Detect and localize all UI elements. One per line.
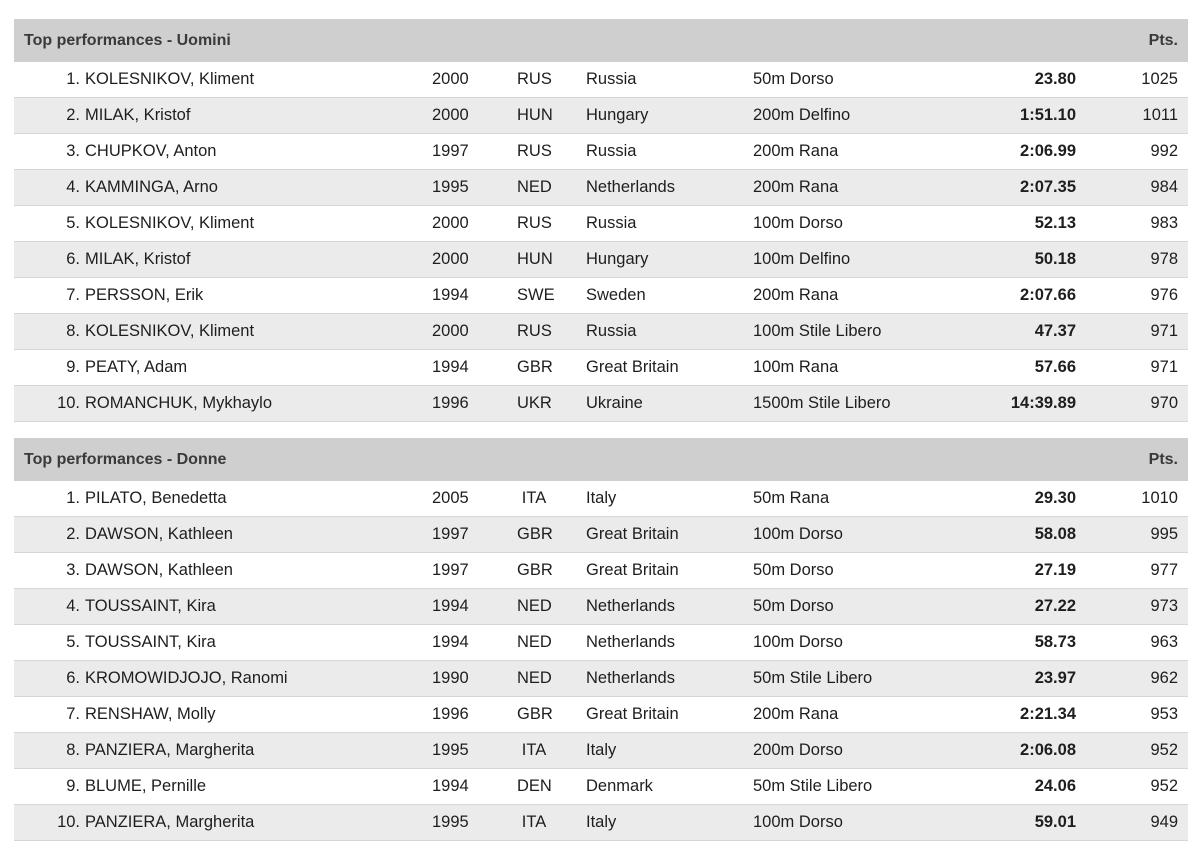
event-cell: 100m Dorso (753, 633, 843, 651)
points-cell: 976 (1150, 286, 1178, 304)
birth-year-cell: 1997 (432, 525, 469, 543)
nation-code-cell: NED (517, 597, 552, 615)
points-cell: 983 (1150, 214, 1178, 232)
birth-year-cell: 1996 (432, 705, 469, 723)
birth-year-cell: 2005 (432, 489, 469, 507)
table-row (14, 625, 1188, 661)
birth-year-cell: 1994 (432, 597, 469, 615)
rank-cell: 1. (66, 70, 80, 88)
table-row (14, 517, 1188, 553)
rank-cell: 6. (66, 669, 80, 687)
event-cell: 200m Rana (753, 142, 839, 160)
birth-year-cell: 1995 (432, 813, 469, 831)
athlete-name-cell: ROMANCHUK, Mykhaylo (85, 394, 273, 412)
points-cell: 977 (1150, 561, 1178, 579)
athlete-name-cell: PANZIERA, Margherita (85, 813, 255, 831)
event-cell: 50m Dorso (753, 70, 834, 88)
country-cell: Ukraine (586, 394, 643, 412)
time-cell: 27.19 (1034, 561, 1076, 579)
points-cell: 992 (1150, 142, 1178, 160)
rank-cell: 10. (57, 394, 80, 412)
table-body (14, 62, 1188, 422)
points-cell: 973 (1150, 597, 1178, 615)
rank-cell: 10. (57, 813, 80, 831)
rank-cell: 3. (66, 561, 80, 579)
event-cell: 50m Dorso (753, 597, 834, 615)
athlete-name-cell: RENSHAW, Molly (85, 705, 216, 723)
athlete-name-cell: KAMMINGA, Arno (85, 178, 218, 196)
athlete-name-cell: KOLESNIKOV, Kliment (85, 322, 255, 340)
nation-code-cell: NED (517, 633, 552, 651)
time-cell: 59.01 (1034, 813, 1076, 831)
birth-year-cell: 2000 (432, 106, 469, 124)
event-cell: 100m Dorso (753, 214, 843, 232)
event-cell: 100m Dorso (753, 813, 843, 831)
points-cell: 953 (1150, 705, 1178, 723)
table-row (14, 206, 1188, 242)
time-cell: 14:39.89 (1010, 394, 1076, 412)
event-cell: 200m Dorso (753, 741, 843, 759)
country-cell: Netherlands (586, 597, 675, 615)
time-cell: 47.37 (1034, 322, 1076, 340)
country-cell: Italy (586, 489, 617, 507)
section-header (14, 438, 1188, 481)
time-cell: 2:07.66 (1020, 286, 1076, 304)
table-row (14, 733, 1188, 769)
event-cell: 200m Delfino (753, 106, 851, 124)
rank-cell: 8. (66, 322, 80, 340)
country-cell: Hungary (586, 106, 649, 124)
points-cell: 962 (1150, 669, 1178, 687)
rank-cell: 2. (66, 525, 80, 543)
nation-code-cell: NED (517, 178, 552, 196)
event-cell: 100m Stile Libero (753, 322, 882, 340)
nation-code-cell: RUS (517, 142, 552, 160)
birth-year-cell: 1995 (432, 741, 469, 759)
birth-year-cell: 1994 (432, 777, 469, 795)
country-cell: Great Britain (586, 705, 679, 723)
time-cell: 2:06.08 (1020, 741, 1076, 759)
table-row (14, 697, 1188, 733)
event-cell: 50m Stile Libero (753, 777, 873, 795)
rank-cell: 1. (66, 489, 80, 507)
rank-cell: 7. (66, 286, 80, 304)
event-cell: 50m Dorso (753, 561, 834, 579)
event-cell: 100m Rana (753, 358, 839, 376)
table-row (14, 278, 1188, 314)
country-cell: Great Britain (586, 525, 679, 543)
country-cell: Russia (586, 214, 637, 232)
women-performances-table (14, 438, 1188, 841)
country-cell: Netherlands (586, 669, 675, 687)
event-cell: 50m Stile Libero (753, 669, 873, 687)
time-cell: 2:06.99 (1020, 142, 1076, 160)
nation-code-cell: ITA (521, 813, 547, 831)
points-cell: 1010 (1141, 489, 1178, 507)
nation-code-cell: UKR (517, 394, 552, 412)
table-row (14, 481, 1188, 517)
table-row (14, 805, 1188, 841)
nation-code-cell: ITA (521, 489, 547, 507)
birth-year-cell: 2000 (432, 250, 469, 268)
country-cell: Russia (586, 70, 637, 88)
country-cell: Netherlands (586, 633, 675, 651)
athlete-name-cell: PANZIERA, Margherita (85, 741, 255, 759)
birth-year-cell: 1997 (432, 142, 469, 160)
athlete-name-cell: PERSSON, Erik (85, 286, 204, 304)
rank-cell: 6. (66, 250, 80, 268)
birth-year-cell: 2000 (432, 70, 469, 88)
birth-year-cell: 1996 (432, 394, 469, 412)
event-cell: 1500m Stile Libero (753, 394, 891, 412)
table-row (14, 134, 1188, 170)
nation-code-cell: GBR (517, 525, 553, 543)
points-cell: 978 (1150, 250, 1178, 268)
nation-code-cell: SWE (517, 286, 555, 304)
points-cell: 949 (1150, 813, 1178, 831)
rank-cell: 9. (66, 358, 80, 376)
nation-code-cell: RUS (517, 70, 552, 88)
points-cell: 995 (1150, 525, 1178, 543)
country-cell: Netherlands (586, 178, 675, 196)
points-cell: 952 (1150, 777, 1178, 795)
points-cell: 963 (1150, 633, 1178, 651)
men-performances-table (14, 19, 1188, 422)
nation-code-cell: GBR (517, 705, 553, 723)
country-cell: Sweden (586, 286, 646, 304)
country-cell: Italy (586, 741, 617, 759)
athlete-name-cell: PILATO, Benedetta (85, 489, 227, 507)
event-cell: 200m Rana (753, 178, 839, 196)
nation-code-cell: GBR (517, 358, 553, 376)
nation-code-cell: DEN (517, 777, 552, 795)
nation-code-cell: GBR (517, 561, 553, 579)
nation-code-cell: HUN (517, 250, 553, 268)
table-row (14, 769, 1188, 805)
points-cell: 1025 (1141, 70, 1178, 88)
time-cell: 29.30 (1034, 489, 1076, 507)
event-cell: 200m Rana (753, 286, 839, 304)
time-cell: 57.66 (1034, 358, 1076, 376)
table-row (14, 314, 1188, 350)
time-cell: 1:51.10 (1020, 106, 1076, 124)
rank-cell: 2. (66, 106, 80, 124)
table-row (14, 553, 1188, 589)
country-cell: Great Britain (586, 561, 679, 579)
country-cell: Hungary (586, 250, 649, 268)
points-cell: 952 (1150, 741, 1178, 759)
athlete-name-cell: KROMOWIDJOJO, Ranomi (85, 669, 288, 687)
table-row (14, 170, 1188, 206)
athlete-name-cell: MILAK, Kristof (85, 250, 191, 268)
athlete-name-cell: TOUSSAINT, Kira (85, 633, 216, 651)
table-row (14, 350, 1188, 386)
nation-code-cell: HUN (517, 106, 553, 124)
country-cell: Denmark (586, 777, 653, 795)
table-row (14, 62, 1188, 98)
section-title: Top performances - Uomini (24, 31, 231, 49)
nation-code-cell: ITA (521, 741, 547, 759)
nation-code-cell: NED (517, 669, 552, 687)
athlete-name-cell: MILAK, Kristof (85, 106, 191, 124)
points-cell: 970 (1150, 394, 1178, 412)
time-cell: 2:07.35 (1020, 178, 1076, 196)
event-cell: 200m Rana (753, 705, 839, 723)
time-cell: 58.73 (1034, 633, 1076, 651)
athlete-name-cell: DAWSON, Kathleen (85, 561, 233, 579)
table-row (14, 661, 1188, 697)
points-column-header: Pts. (1148, 31, 1178, 49)
rank-cell: 4. (66, 597, 80, 615)
section-header (14, 19, 1188, 62)
points-cell: 971 (1150, 358, 1178, 376)
time-cell: 50.18 (1034, 250, 1076, 268)
rank-cell: 9. (66, 777, 80, 795)
rank-cell: 5. (66, 214, 80, 232)
athlete-name-cell: BLUME, Pernille (85, 777, 207, 795)
birth-year-cell: 1994 (432, 286, 469, 304)
points-column-header: Pts. (1148, 450, 1178, 468)
birth-year-cell: 2000 (432, 214, 469, 232)
birth-year-cell: 1990 (432, 669, 469, 687)
section-title: Top performances - Donne (24, 450, 227, 468)
country-cell: Russia (586, 322, 637, 340)
table-body (14, 481, 1188, 841)
points-cell: 984 (1150, 178, 1178, 196)
time-cell: 24.06 (1034, 777, 1076, 795)
country-cell: Italy (586, 813, 617, 831)
points-cell: 971 (1150, 322, 1178, 340)
table-row (14, 98, 1188, 134)
table-row (14, 589, 1188, 625)
athlete-name-cell: PEATY, Adam (85, 358, 188, 376)
time-cell: 23.80 (1034, 70, 1076, 88)
event-cell: 100m Delfino (753, 250, 851, 268)
birth-year-cell: 1994 (432, 358, 469, 376)
birth-year-cell: 1997 (432, 561, 469, 579)
time-cell: 23.97 (1034, 669, 1076, 687)
time-cell: 52.13 (1034, 214, 1076, 232)
athlete-name-cell: KOLESNIKOV, Kliment (85, 214, 255, 232)
time-cell: 27.22 (1034, 597, 1076, 615)
points-cell: 1011 (1142, 106, 1178, 124)
athlete-name-cell: DAWSON, Kathleen (85, 525, 233, 543)
rank-cell: 7. (66, 705, 80, 723)
nation-code-cell: RUS (517, 322, 552, 340)
rank-cell: 3. (66, 142, 80, 160)
athlete-name-cell: KOLESNIKOV, Kliment (85, 70, 255, 88)
country-cell: Russia (586, 142, 637, 160)
table-row (14, 242, 1188, 278)
athlete-name-cell: CHUPKOV, Anton (85, 142, 217, 160)
event-cell: 100m Dorso (753, 525, 843, 543)
country-cell: Great Britain (586, 358, 679, 376)
time-cell: 2:21.34 (1020, 705, 1076, 723)
rank-cell: 4. (66, 178, 80, 196)
rank-cell: 5. (66, 633, 80, 651)
birth-year-cell: 1994 (432, 633, 469, 651)
event-cell: 50m Rana (753, 489, 830, 507)
rank-cell: 8. (66, 741, 80, 759)
table-row (14, 386, 1188, 422)
birth-year-cell: 2000 (432, 322, 469, 340)
time-cell: 58.08 (1034, 525, 1076, 543)
athlete-name-cell: TOUSSAINT, Kira (85, 597, 216, 615)
nation-code-cell: RUS (517, 214, 552, 232)
birth-year-cell: 1995 (432, 178, 469, 196)
